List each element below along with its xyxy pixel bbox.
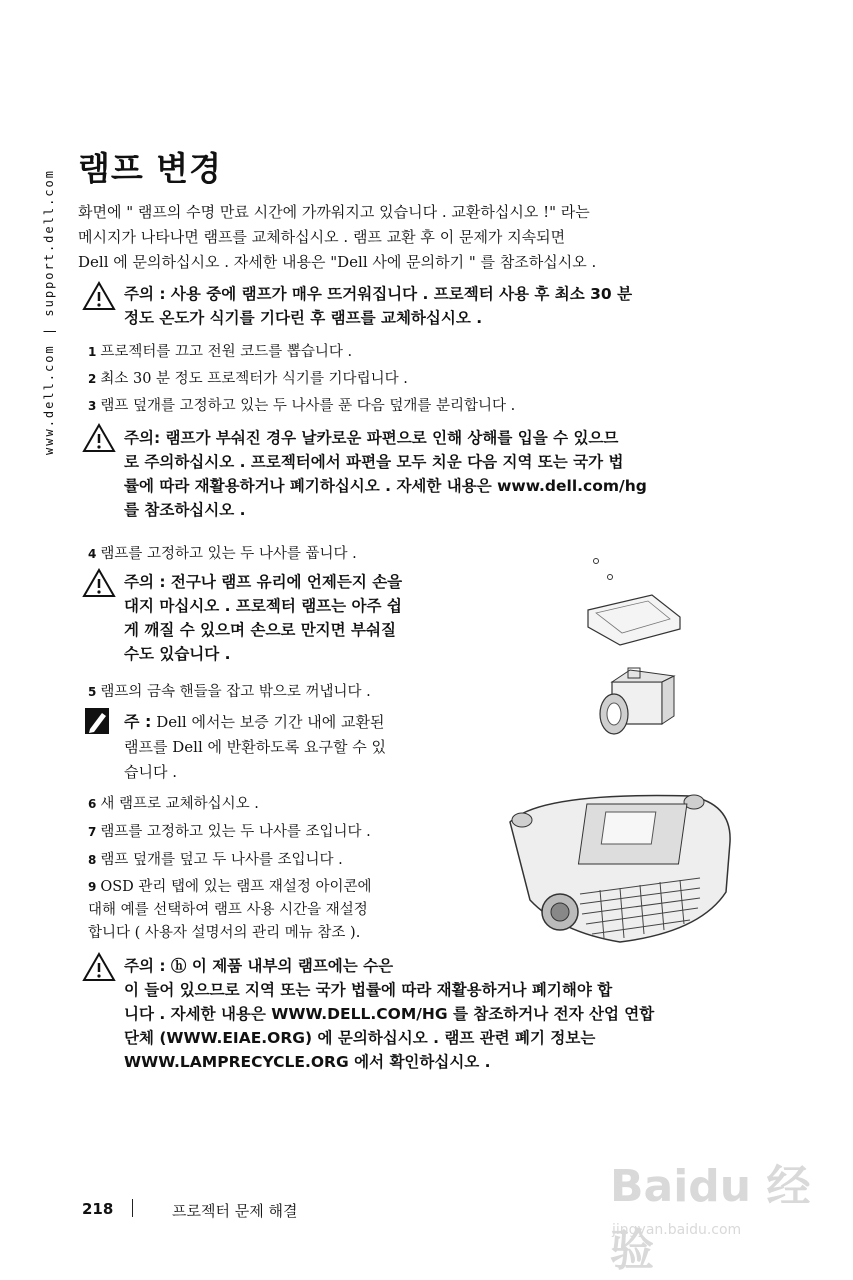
caution-2 [124,426,647,522]
step-text: 새 램프로 교체하십시오 . [100,796,259,812]
step-5 [88,680,371,701]
step-6 [88,792,259,813]
caution-3 [124,570,402,666]
sidebar-url [24,155,56,485]
step-number: 5 [88,685,97,699]
footer-divider [132,1199,133,1217]
note-line: 램프를 Dell 에 반환하도록 요구할 수 있 [124,738,386,756]
step-text: OSD 관리 탭에 있는 램프 재설정 아이콘에 [100,879,372,895]
note-block [124,709,386,785]
page-title: 램프 변경 [78,149,223,188]
note-pencil-icon [84,707,110,735]
note-label: 주 : [124,712,152,731]
step-number: 6 [88,797,97,811]
step-text: 램프 덮개를 덮고 두 나사를 조입니다 . [100,852,343,868]
note-line: Dell 에서는 보증 기간 내에 교환된 [156,713,385,731]
footer-section-title: 프로젝터 문제 해결 [172,1202,298,1220]
page-number: 218 [82,1200,114,1218]
intro-line: 화면에 " 램프의 수명 만료 시간에 가까워지고 있습니다 . 교환하십시오 !" 라는 [78,203,590,221]
caution-line: 를 참조하십시오 . [124,501,246,519]
caution-line: 로 주의하십시오 . 프로젝터에서 파편을 모두 치운 다음 지역 또는 국가 법 [124,453,624,471]
projector-illustration [500,782,740,952]
step-text: 램프를 고정하고 있는 두 나사를 조입니다 . [100,824,371,840]
caution-line: 주의: 램프가 부숴진 경우 날카로운 파편으로 인해 상해를 입을 수 있으므 [124,429,619,447]
step-text: 램프 덮개를 고정하고 있는 두 나사를 푼 다음 덮개를 분리합니다 . [100,398,516,414]
sidebar-url-text: www.dell.com | support.dell.com [42,169,56,455]
step-text: 프로젝터를 끄고 전원 코드를 뽑습니다 . [100,344,353,360]
step-9 [88,876,372,945]
step-number: 2 [88,372,97,386]
caution-line: 주의 : ⓗ 이 제품 내부의 램프에는 수은 [124,957,394,975]
caution-1 [124,282,632,330]
baidu-watermark-url: jingyan.baidu.com [612,1222,742,1238]
warning-icon [82,568,116,598]
step-number: 1 [88,345,97,359]
step-text: 최소 30 분 정도 프로젝터가 식기를 기다립니다 . [100,371,408,387]
step-text: 대해 예를 선택하여 램프 사용 시간을 재설정 [88,902,368,918]
intro-line: Dell 에 문의하십시오 . 자세한 내용은 "Dell 사에 문의하기 " 를 참조하십시오 . [78,253,597,271]
warning-icon [82,423,116,453]
step-7 [88,820,371,841]
caution-line: 수도 있습니다 . [124,645,231,663]
caution-line: 대지 마십시오 . 프로젝터 램프는 아주 쉽 [124,597,402,615]
step-text: 램프를 고정하고 있는 두 나사를 풉니다 . [100,546,357,562]
note-line: 습니다 . [124,763,178,781]
baidu-watermark-logo: Baidu 经验 [610,1161,811,1276]
step-number: 8 [88,853,97,867]
lamp-module-illustration [592,662,682,752]
lamp-cover-illustration [580,555,690,650]
intro-line: 메시지가 나타나면 램프를 교체하십시오 . 램프 교환 후 이 문제가 지속되면 [78,228,566,246]
caution-line: 정도 온도가 식기를 기다린 후 램프를 교체하십시오 . [124,309,483,327]
step-text: 합니다 ( 사용자 설명서의 관리 메뉴 참조 ). [88,925,361,941]
caution-line: WWW.LAMPRECYCLE.ORG 에서 확인하십시오 . [124,1053,491,1071]
step-4 [88,542,357,563]
caution-line: 률에 따라 재활용하거나 폐기하십시오 . 자세한 내용은 www.dell.com/hg [124,477,647,495]
caution-line: 단체 (WWW.EIAE.ORG) 에 문의하십시오 . 램프 관련 폐기 정보는 [124,1029,596,1047]
caution-line: 주의 : 사용 중에 램프가 매우 뜨거워집니다 . 프로젝터 사용 후 최소 30 분 [124,285,633,303]
caution-line: 이 들어 있으므로 지역 또는 국가 법률에 따라 재활용하거나 폐기해야 합 [124,981,613,999]
warning-icon [82,281,116,311]
step-8 [88,848,343,869]
caution-line: 주의 : 전구나 램프 유리에 언제든지 손을 [124,573,403,591]
step-number: 7 [88,825,97,839]
step-3 [88,394,515,415]
step-number: 9 [88,880,97,894]
step-1 [88,340,352,361]
warning-icon [82,952,116,982]
step-text: 램프의 금속 핸들을 잡고 밖으로 꺼냅니다 . [100,684,371,700]
caution-4 [124,954,654,1074]
intro-paragraph [78,200,758,275]
step-number: 4 [88,547,97,561]
caution-line: 게 깨질 수 있으며 손으로 만지면 부숴질 [124,621,396,639]
step-number: 3 [88,399,97,413]
step-2 [88,367,408,388]
caution-line: 니다 . 자세한 내용은 WWW.DELL.COM/HG 를 참조하거나 전자 산업 연합 [124,1005,655,1023]
